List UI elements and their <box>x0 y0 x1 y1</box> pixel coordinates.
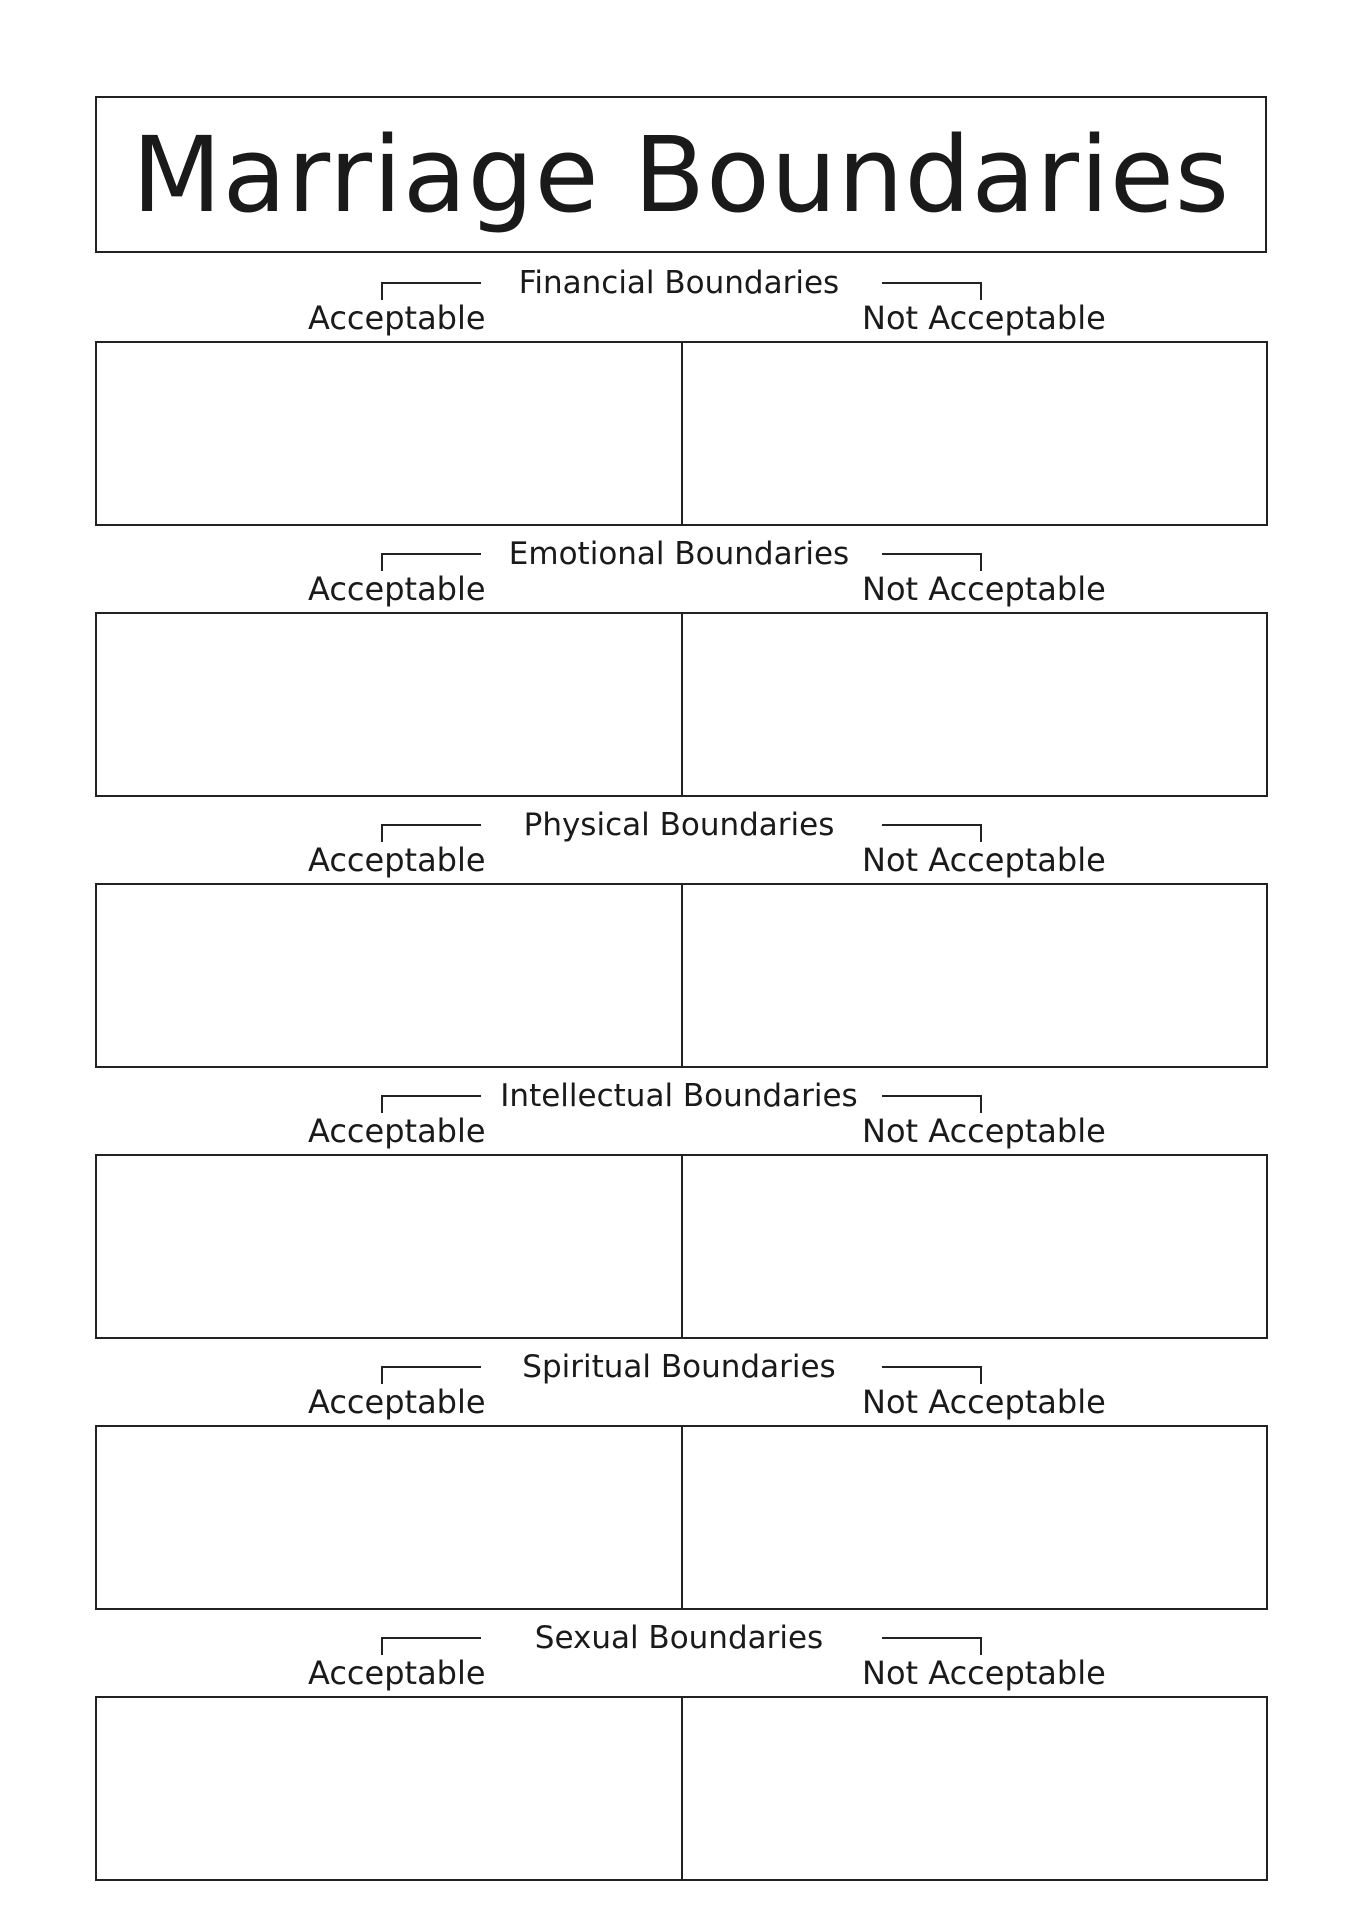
boundary-boxes <box>95 1696 1268 1881</box>
acceptable-label: Acceptable <box>308 299 486 337</box>
section-title: Intellectual Boundaries <box>500 1078 858 1114</box>
right-bracket-line <box>882 824 982 842</box>
section-title: Physical Boundaries <box>523 807 835 843</box>
acceptable-box[interactable] <box>97 1156 683 1337</box>
page-title: Marriage Boundaries <box>131 113 1231 236</box>
acceptable-label: Acceptable <box>308 841 486 879</box>
not-acceptable-box[interactable] <box>683 885 1267 1066</box>
boundary-boxes <box>95 883 1268 1068</box>
not-acceptable-box[interactable] <box>683 1698 1267 1879</box>
not-acceptable-box[interactable] <box>683 1156 1267 1337</box>
section-emotional <box>0 536 1358 806</box>
boundary-boxes <box>95 612 1268 797</box>
left-bracket-line <box>381 1366 481 1384</box>
acceptable-box[interactable] <box>97 343 683 524</box>
acceptable-box[interactable] <box>97 1698 683 1879</box>
title-box <box>95 96 1267 253</box>
section-title: Emotional Boundaries <box>508 536 850 572</box>
left-bracket-line <box>381 282 481 300</box>
left-bracket-line <box>381 824 481 842</box>
left-bracket-line <box>381 1637 481 1655</box>
acceptable-box[interactable] <box>97 885 683 1066</box>
acceptable-label: Acceptable <box>308 1654 486 1692</box>
section-financial <box>0 265 1358 535</box>
not-acceptable-label: Not Acceptable <box>862 1654 1106 1692</box>
section-title: Sexual Boundaries <box>534 1620 824 1656</box>
not-acceptable-label: Not Acceptable <box>862 841 1106 879</box>
right-bracket-line <box>882 1366 982 1384</box>
not-acceptable-label: Not Acceptable <box>862 299 1106 337</box>
right-bracket-line <box>882 282 982 300</box>
acceptable-box[interactable] <box>97 1427 683 1608</box>
acceptable-label: Acceptable <box>308 570 486 608</box>
not-acceptable-box[interactable] <box>683 343 1267 524</box>
section-title: Spiritual Boundaries <box>522 1349 836 1385</box>
not-acceptable-label: Not Acceptable <box>862 1112 1106 1150</box>
boundary-boxes <box>95 1425 1268 1610</box>
left-bracket-line <box>381 1095 481 1113</box>
boundary-boxes <box>95 1154 1268 1339</box>
section-title: Financial Boundaries <box>518 265 840 301</box>
right-bracket-line <box>882 1095 982 1113</box>
not-acceptable-label: Not Acceptable <box>862 570 1106 608</box>
section-intellectual <box>0 1078 1358 1348</box>
not-acceptable-label: Not Acceptable <box>862 1383 1106 1421</box>
not-acceptable-box[interactable] <box>683 614 1267 795</box>
boundary-boxes <box>95 341 1268 526</box>
section-sexual <box>0 1620 1358 1890</box>
acceptable-box[interactable] <box>97 614 683 795</box>
acceptable-label: Acceptable <box>308 1112 486 1150</box>
right-bracket-line <box>882 1637 982 1655</box>
acceptable-label: Acceptable <box>308 1383 486 1421</box>
not-acceptable-box[interactable] <box>683 1427 1267 1608</box>
left-bracket-line <box>381 553 481 571</box>
section-spiritual <box>0 1349 1358 1619</box>
section-physical <box>0 807 1358 1077</box>
right-bracket-line <box>882 553 982 571</box>
